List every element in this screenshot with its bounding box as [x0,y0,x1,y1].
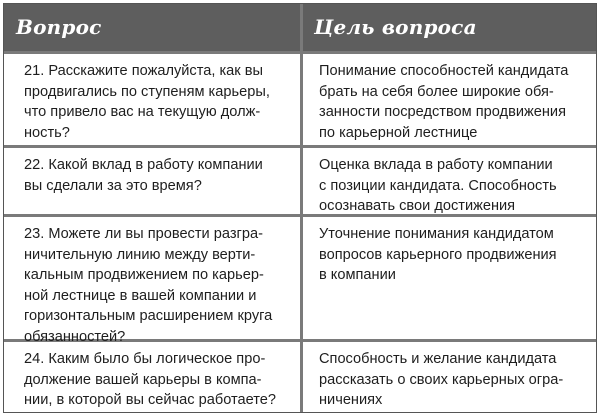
row-23-purpose: Уточнение понимания кандидатом вопросов карьерного продвижения в компании [319,226,557,283]
row-21-question: 21. Расскажите пожалуйста, как вы продвигались по ступеням карьеры, что привело вас на текущую долж- ность? [24,63,270,141]
row-divider [4,51,596,54]
row-22-question: 22. Какой вклад в работу компании вы сделали за это время? [24,157,263,194]
row-24-purpose: Способность и желание кандидата рассказать о своих карьерных огра- ничениях [319,351,564,408]
row-24-question: 24. Каким было бы логическое про- должение вашей карьеры в компа- нии, в которой вы сейчас работаете? [24,351,277,408]
row-divider [4,145,596,148]
column-divider [300,4,303,412]
header-question: Вопрос [16,15,102,39]
row-23-question: 23. Можете ли вы провести разгра- ничительную линию между верти- кальным продвижением по карьер- ной лестнице в вашей компании и горизонтальным расширением круга обязанностей? [24,226,273,345]
career-questions-table [3,3,597,413]
row-21-purpose: Понимание способностей кандидата брать на себя более широкие обя- занности посредством продвижения по карьерной лестнице [319,63,569,141]
row-22-purpose: Оценка вклада в работу компании с позиции кандидата. Способность осознавать свои достижения [319,157,557,214]
header-purpose: Цель вопроса [314,15,477,39]
